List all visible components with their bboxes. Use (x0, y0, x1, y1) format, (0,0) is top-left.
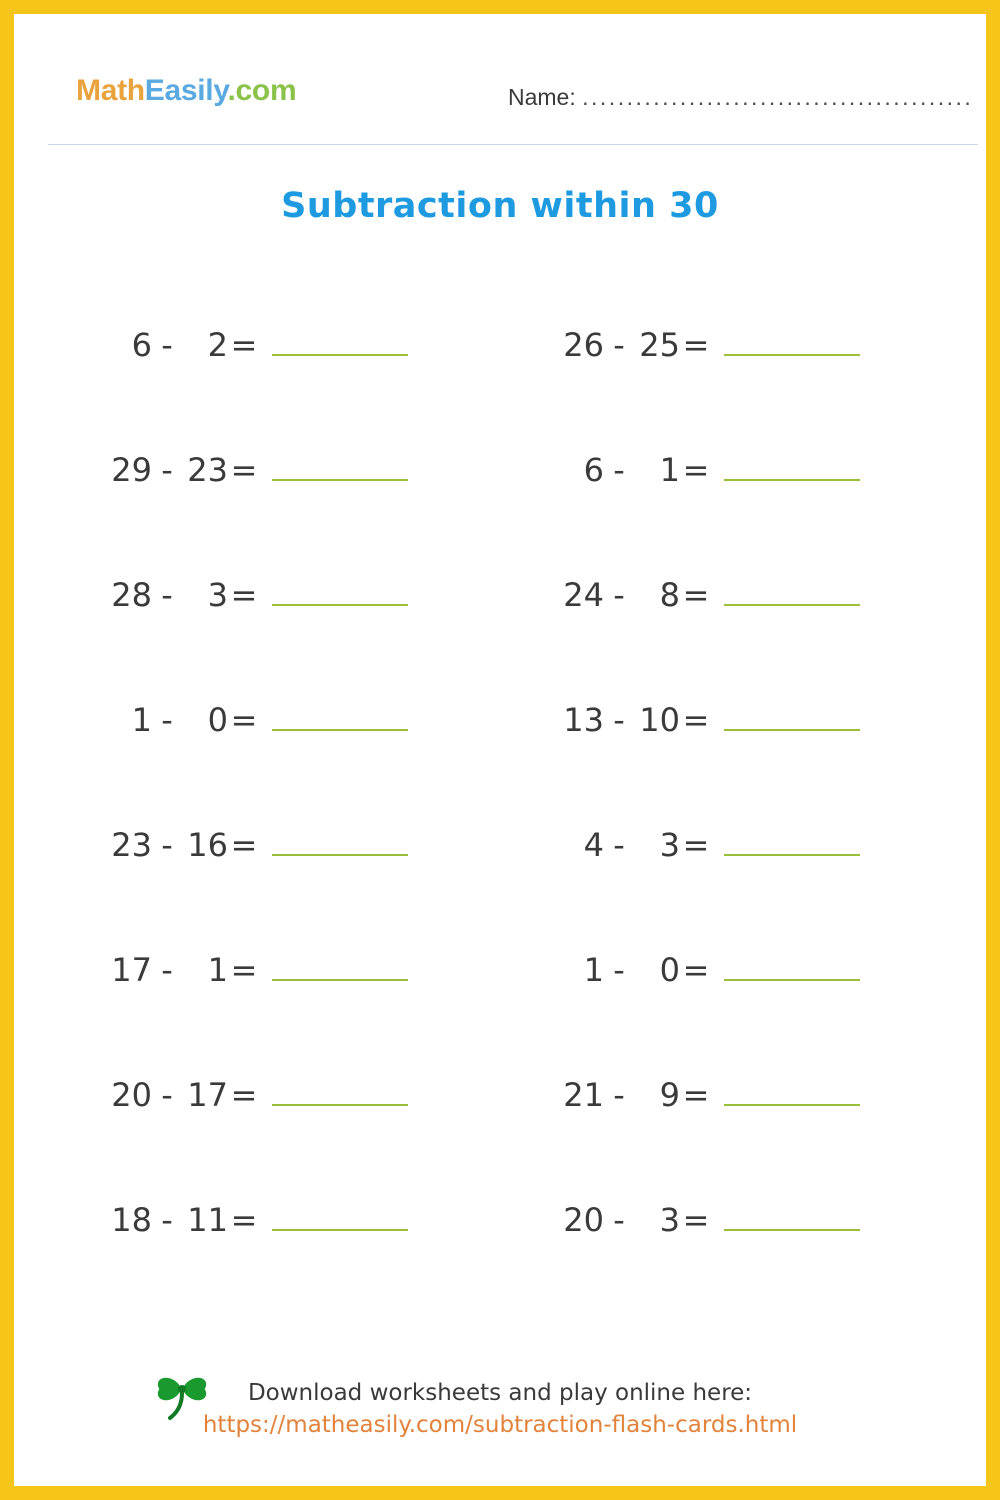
problem-expression (106, 1060, 408, 1116)
problem-row (28, 435, 972, 560)
problem-item (558, 310, 978, 435)
answer-blank[interactable] (272, 1060, 408, 1106)
problem-row (28, 810, 972, 935)
equals-sign: = (230, 326, 258, 364)
equals-sign: = (682, 701, 710, 739)
answer-blank[interactable] (272, 310, 408, 356)
logo-part-math: Math (76, 74, 145, 107)
operator-icon: - (613, 326, 625, 364)
footer-text: Download worksheets and play online here: (247, 1380, 753, 1406)
problem-item (558, 685, 978, 810)
answer-blank[interactable] (724, 435, 860, 481)
operator-icon: - (613, 576, 625, 614)
operand-a: 23 (111, 826, 152, 864)
problem-item (106, 935, 526, 1060)
page-title: Subtraction within 30 (281, 186, 719, 226)
equals-sign: = (682, 951, 710, 989)
operand-a: 17 (111, 951, 152, 989)
footer-link[interactable]: https://matheasily.com/subtraction-flash-cards.html (202, 1412, 798, 1438)
operand-b: 0 (659, 951, 680, 989)
equals-sign: = (230, 1201, 258, 1239)
equals-sign: = (682, 326, 710, 364)
problem-item (106, 310, 526, 435)
operator-icon: - (613, 1076, 625, 1114)
operator-icon: - (161, 326, 173, 364)
problem-item (558, 1185, 978, 1310)
problem-expression (558, 935, 860, 991)
operator-icon: - (613, 826, 625, 864)
operand-b: 10 (639, 701, 680, 739)
operator-icon: - (161, 701, 173, 739)
problem-item (558, 1060, 978, 1185)
problem-expression (106, 1185, 408, 1241)
problem-row (28, 310, 972, 435)
operator-icon: - (613, 701, 625, 739)
problem-expression (106, 310, 408, 366)
problem-item (106, 435, 526, 560)
worksheet-sheet (28, 28, 972, 1472)
equals-sign: = (230, 451, 258, 489)
operator-icon: - (161, 826, 173, 864)
answer-blank[interactable] (724, 685, 860, 731)
operand-a: 6 (131, 326, 152, 364)
equals-sign: = (682, 1201, 710, 1239)
name-input-line[interactable]: ............................................ (582, 84, 974, 110)
operand-a: 21 (563, 1076, 604, 1114)
answer-blank[interactable] (272, 560, 408, 606)
problem-row (28, 685, 972, 810)
operand-b: 8 (659, 576, 680, 614)
answer-blank[interactable] (272, 435, 408, 481)
name-label: Name: (508, 84, 576, 110)
problem-item (106, 1060, 526, 1185)
operator-icon: - (161, 951, 173, 989)
problem-expression (558, 1185, 860, 1241)
operand-a: 4 (583, 826, 604, 864)
problem-expression (106, 935, 408, 991)
operator-icon: - (161, 576, 173, 614)
problem-expression (558, 1060, 860, 1116)
name-field-row (508, 84, 973, 111)
equals-sign: = (230, 826, 258, 864)
problem-expression (106, 435, 408, 491)
logo-part-easily: Easily (144, 74, 228, 107)
operator-icon: - (613, 1201, 625, 1239)
problems-grid (28, 310, 972, 1270)
problem-item (558, 810, 978, 935)
operand-a: 20 (111, 1076, 152, 1114)
worksheet-header (28, 28, 972, 144)
operand-b: 11 (187, 1201, 228, 1239)
problem-item (106, 810, 526, 935)
operator-icon: - (161, 1076, 173, 1114)
answer-blank[interactable] (724, 1185, 860, 1231)
answer-blank[interactable] (272, 810, 408, 856)
problem-item (558, 935, 978, 1060)
answer-blank[interactable] (272, 1185, 408, 1231)
worksheet-footer (28, 1380, 972, 1438)
answer-blank[interactable] (724, 1060, 860, 1106)
operand-a: 26 (563, 326, 604, 364)
site-logo[interactable] (76, 74, 296, 108)
problem-row (28, 1185, 972, 1310)
problem-expression (106, 560, 408, 616)
operand-a: 28 (111, 576, 152, 614)
operand-a: 29 (111, 451, 152, 489)
operand-a: 24 (563, 576, 604, 614)
operand-b: 1 (659, 451, 680, 489)
answer-blank[interactable] (272, 935, 408, 981)
answer-blank[interactable] (724, 935, 860, 981)
equals-sign: = (682, 451, 710, 489)
problem-item (106, 1185, 526, 1310)
answer-blank[interactable] (724, 810, 860, 856)
equals-sign: = (230, 951, 258, 989)
header-divider (48, 144, 978, 145)
operand-a: 6 (583, 451, 604, 489)
problem-expression (558, 685, 860, 741)
problem-item (106, 685, 526, 810)
operand-b: 1 (207, 951, 228, 989)
problem-row (28, 560, 972, 685)
operand-b: 3 (659, 1201, 680, 1239)
operand-b: 3 (207, 576, 228, 614)
operand-a: 18 (111, 1201, 152, 1239)
equals-sign: = (682, 576, 710, 614)
problem-row (28, 1060, 972, 1185)
problem-expression (558, 310, 860, 366)
problem-item (558, 560, 978, 685)
operand-a: 1 (131, 701, 152, 739)
operator-icon: - (613, 951, 625, 989)
problem-expression (106, 810, 408, 866)
problem-expression (106, 685, 408, 741)
problem-expression (558, 810, 860, 866)
equals-sign: = (682, 1076, 710, 1114)
operand-a: 13 (563, 701, 604, 739)
operand-a: 1 (583, 951, 604, 989)
problem-expression (558, 560, 860, 616)
problem-item (558, 435, 978, 560)
operand-b: 17 (187, 1076, 228, 1114)
operand-b: 16 (187, 826, 228, 864)
operand-b: 23 (187, 451, 228, 489)
operand-b: 9 (659, 1076, 680, 1114)
answer-blank[interactable] (724, 310, 860, 356)
answer-blank[interactable] (724, 560, 860, 606)
problem-item (106, 560, 526, 685)
equals-sign: = (230, 576, 258, 614)
equals-sign: = (230, 701, 258, 739)
operator-icon: - (161, 451, 173, 489)
operand-b: 2 (207, 326, 228, 364)
operand-a: 20 (563, 1201, 604, 1239)
operand-b: 3 (659, 826, 680, 864)
equals-sign: = (230, 1076, 258, 1114)
problem-row (28, 935, 972, 1060)
answer-blank[interactable] (272, 685, 408, 731)
operand-b: 0 (207, 701, 228, 739)
logo-part-dotcom: .com (227, 74, 297, 107)
equals-sign: = (682, 826, 710, 864)
operator-icon: - (161, 1201, 173, 1239)
operator-icon: - (613, 451, 625, 489)
problem-expression (558, 435, 860, 491)
operand-b: 25 (639, 326, 680, 364)
